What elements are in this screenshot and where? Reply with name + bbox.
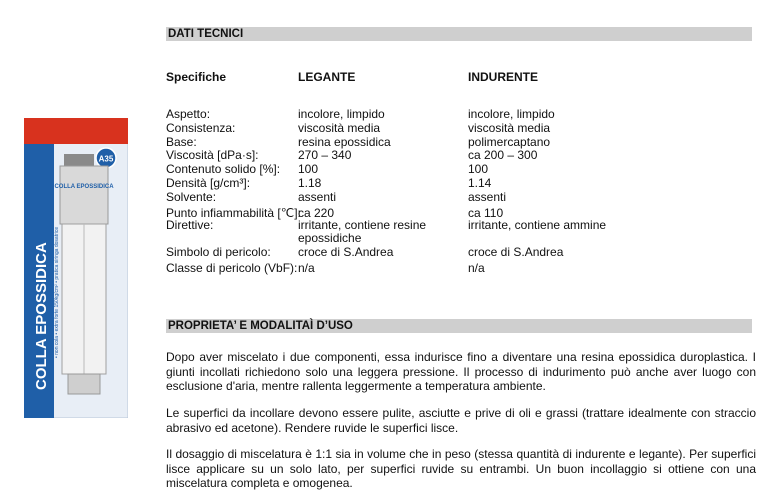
spec-legante: viscosità media [298,121,381,135]
spec-legante: n/a [298,261,315,275]
product-side-text: • non cola • extra forte 150kg/cm² • pratica siringa dosatrice [54,226,60,358]
spec-legante: incolore, limpido [298,107,385,121]
spec-label: Consistenza: [166,121,236,135]
brand-logo-text: A35 [98,154,114,164]
spec-indurente: assenti [468,190,507,204]
spec-label: Punto infiammabilità [℃]: [166,206,301,220]
spec-label: Simbolo di pericolo: [166,245,271,259]
spec-legante: 270 – 340 [298,148,352,162]
spec-indurente: ca 200 – 300 [468,148,538,162]
red-band [24,118,128,144]
spec-legante: 1.18 [298,176,322,190]
paragraph-superfici: Le superfici da incollare devono essere pulite, asciutte e prive di oli e grassi (trattare idealmente con straccio abrasivo ed acetone). Rendere ruvide le superfici lisce. [166,406,756,435]
product-blister-graphic [24,118,128,418]
header-indurente: INDURENTE [468,70,539,84]
section-header-proprieta: PROPRIETA’ E MODALITAÌ D’USO [166,319,752,333]
syringe-plunger [68,374,100,394]
spec-indurente: n/a [468,261,485,275]
spec-legante: assenti [298,190,337,204]
spec-indurente: polimercaptano [468,135,551,149]
spec-indurente: 1.14 [468,176,492,190]
spec-legante: resina epossidica [298,135,391,149]
spec-label: Classe di pericolo (VbF): [166,261,298,275]
header-specifiche: Specifiche [166,70,227,84]
product-main-label: COLLA EPOSSIDICA [33,242,50,390]
spec-indurente: incolore, limpido [468,107,555,121]
syringe-label-text: COLLA EPOSSIDICA [54,184,114,190]
syringe-cap [64,154,94,166]
spec-legante: irritante, contiene resine epossidiche [298,218,427,245]
spec-label: Viscosità [dPa·s]: [166,148,259,162]
spec-indurente: irritante, contiene ammine [468,218,607,232]
spec-label: Base: [166,135,197,149]
spec-label: Aspetto: [166,107,211,121]
spec-indurente: 100 [468,162,489,176]
spec-label: Densità [g/cm³]: [166,176,251,190]
product-image [24,118,128,418]
spec-indurente: viscosità media [468,121,551,135]
syringe-label [60,166,108,224]
paragraph-dosaggio: Il dosaggio di miscelatura è 1:1 sia in volume che in peso (stessa quantità di indurente e legante). Per superfici lisce applicare su un solo lato, per superfici ruvide su entrambi. Un buon incollaggio si ottiene con una miscelatura completa e omogenea. [166,447,756,490]
spec-label: Solvente: [166,190,217,204]
spec-indurente: ca 110 [468,206,504,220]
paragraph-indurimento: Dopo aver miscelato i due componenti, essa indurisce fino a diventare una resina epossidica duroplastica. I giunti incollati richiedono solo una leggera pressione. Il processo di indurimento può anche aver luogo con esclusione d'aria, mentre rallenta leggermente a temperatura ambiente. [166,350,756,393]
spec-legante: 100 [298,162,319,176]
spec-legante: croce di S.Andrea [298,245,394,259]
section-header-dati-tecnici: DATI TECNICI [166,27,752,41]
spec-legante: ca 220 [298,206,335,220]
spec-label: Contenuto solido [%]: [166,162,281,176]
spec-indurente: croce di S.Andrea [468,245,564,259]
spec-label: Direttive: [166,218,214,232]
header-legante: LEGANTE [298,70,356,84]
